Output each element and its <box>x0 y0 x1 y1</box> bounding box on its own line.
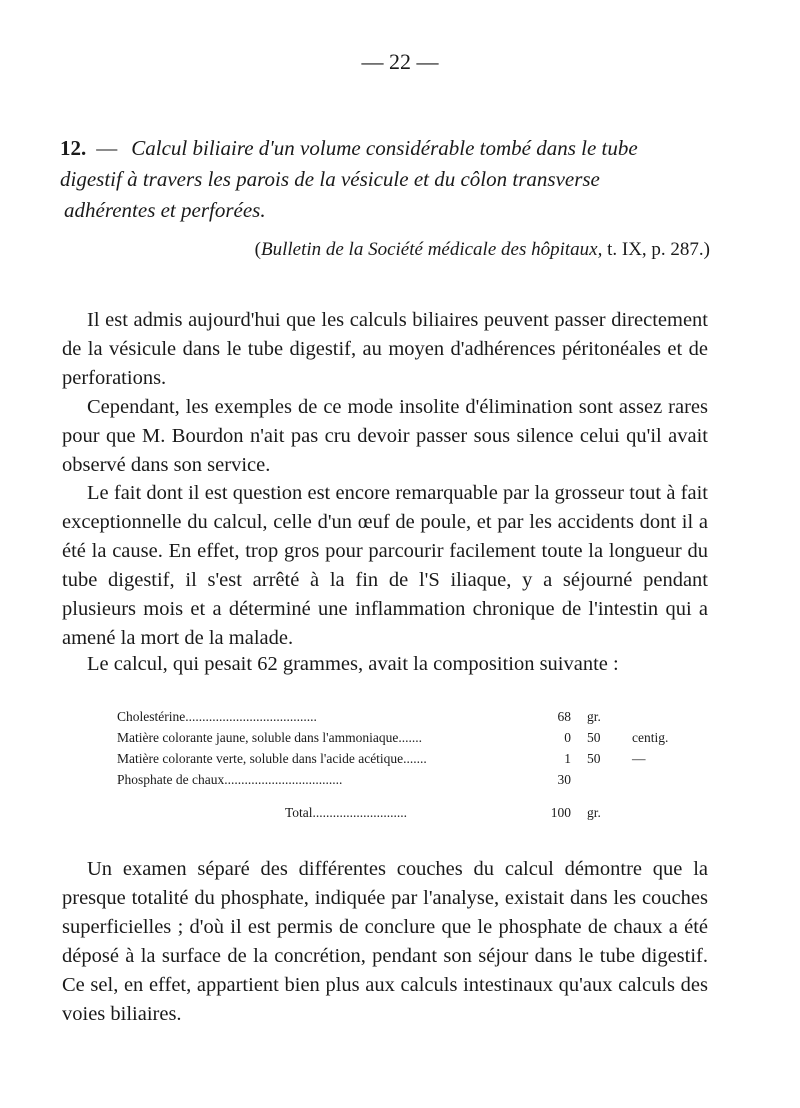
entry-number: 12. <box>60 136 87 160</box>
component-label: Matière colorante jaune, soluble dans l'ammoniaque....... <box>117 730 422 745</box>
composition-row <box>117 727 669 748</box>
entry-title-line-3: adhérentes et perforées. <box>64 198 266 222</box>
reference-detail: t. IX, p. 287.) <box>607 239 710 260</box>
reference-journal: Bulletin de la Société médicale des hôpitaux, <box>260 239 603 260</box>
total-unit: gr. <box>587 805 601 820</box>
composition-row <box>117 706 657 727</box>
component-amount: 68 <box>557 709 571 724</box>
reference-open-paren: ( <box>254 239 261 260</box>
component-label: Matière colorante verte, soluble dans l'acide acétique....... <box>117 751 427 766</box>
total-label: Total............................ <box>285 805 408 820</box>
component-label: Phosphate de chaux................................... <box>117 772 343 787</box>
total-amount: 100 <box>550 805 571 820</box>
paragraph-4: Le calcul, qui pesait 62 grammes, avait la composition suivante : <box>87 653 619 675</box>
component-subunit: centig. <box>632 730 669 745</box>
component-amount: 0 <box>564 730 571 745</box>
composition-total-row <box>117 802 657 823</box>
entry-title-line-2: digestif à travers les parois de la vésicule et du côlon transverse <box>60 167 600 191</box>
entry-dash: — <box>96 136 118 160</box>
paragraph-3: Le fait dont il est question est encore remarquable par la grosseur tout à fait exceptionnelle du calcul, celle d'un œuf de poule, et par les accidents dont il a été la cause. En effet, trop gros pour parcourir facilement toute la longueur du tube digestif, il s'est arrêté à la fin de l'S iliaque, y a séjourné pendant plusieurs mois et a déterminé une inflammation chronique de l'intestin qui a amené la mort de la malade. <box>62 482 708 649</box>
component-amount: 30 <box>557 772 571 787</box>
component-unit: 50 <box>587 751 601 766</box>
component-unit: 50 <box>587 730 601 745</box>
composition-table <box>117 706 669 823</box>
paragraph-5: Un examen séparé des différentes couches du calcul démontre que la presque totalité du phosphate, indiquée par l'analyse, existait dans les couches superficielles ; d'où il est permis de conclure que le phosphate de chaux a été déposé à la surface de la concrétion, pendant son séjour dans le tube digestif. Ce sel, en effet, appartient bien plus aux calculs intestinaux qu'aux calculs des voies biliaires. <box>62 858 708 1025</box>
composition-row <box>117 769 657 790</box>
component-amount: 1 <box>564 751 571 766</box>
composition-row <box>117 748 657 769</box>
entry-heading <box>60 133 710 226</box>
entry-title-line-1: Calcul biliaire d'un volume considérable tombé dans le tube <box>131 136 638 160</box>
component-subunit: — <box>632 751 646 766</box>
component-unit: gr. <box>587 709 601 724</box>
paragraph-2: Cependant, les exemples de ce mode insolite d'élimination sont assez rares pour que M. Bourdon n'ait pas cru devoir passer sous silence celui qu'il avait observé dans son service. <box>62 396 708 476</box>
page-number: — 22 — <box>361 49 439 74</box>
bibliographic-reference <box>80 236 710 264</box>
component-label: Cholestérine....................................... <box>117 709 317 724</box>
paragraph-1: Il est admis aujourd'hui que les calculs biliaires peuvent passer directement de la vésicule dans le tube digestif, au moyen d'adhérences péritonéales et de perforations. <box>62 309 708 389</box>
